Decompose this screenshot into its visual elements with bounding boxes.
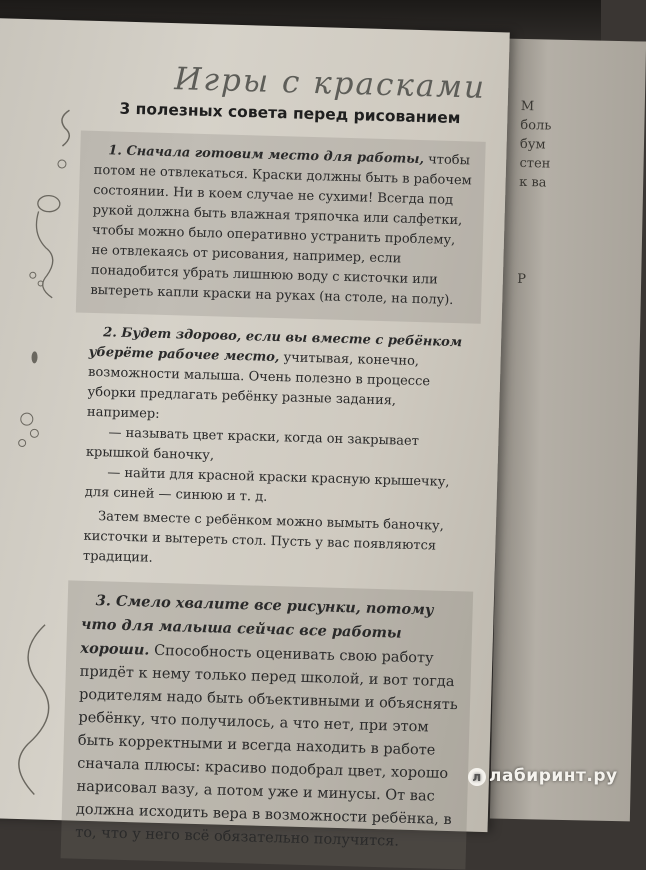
tip-2-item-1: — называть цвет краски, когда он закрывает крышкой баночку, (85, 425, 420, 464)
fragment: боль (520, 117, 552, 134)
tip-2-closing: Затем вместе с ребёнком можно вымыть баночку, кисточки и вытереть стол. Пусть у вас появляются традиции. (82, 509, 445, 566)
fragment: Р (516, 271, 527, 288)
tip-1-text: чтобы потом не отвлекаться. Краски должны быть в рабочем состоянии. Ни в коем случае не сухими! Всегда под рукой должна быть влажная тряпочка или салфетки, чтобы можно было оперативно устранить проблему, не отвлекаясь от рисования, например, если понадобится убрать лишнюю воду с кисточки или вытереть капли краски на руках (на столе, на полу). (90, 152, 472, 308)
tip-2-item-2: — найти для красной краски красную крышечку, для синей — синюю и т. д. (84, 465, 450, 505)
tip-3-text: Способность оценивать свою работу придёт к нему только перед школой, и вот тогда родителям надо быть объективными и объяснять ребёнку, что получилось, а что нет, при этом быть корректными и всегда находить в работе сначала плюсы: красиво подобрал цвет, хорошо нарисовал вазу, а потом уже и минусы. От вас должна исходить вера в возможности ребёнка, в то, что у него всё обязательно получится. (75, 642, 458, 850)
next-page-text (517, 97, 552, 290)
watermark-logo (468, 766, 618, 786)
headline: 3 полезных совета перед рисованием (119, 99, 461, 128)
fragment: М (520, 98, 535, 115)
fragment: бум (519, 136, 546, 153)
next-page (490, 39, 646, 822)
watermark-text: лабиринт.ру (489, 766, 618, 786)
fragment: стен (519, 155, 551, 172)
logo-icon: л (468, 768, 486, 786)
page-content (61, 59, 488, 870)
tip-1 (76, 131, 486, 324)
tip-3 (61, 580, 474, 869)
section-title: Игры с красками (173, 61, 487, 106)
book-page (0, 18, 510, 850)
tip-2-text: учитывая, конечно, возможности малыша. Очень полезно в процессе уборки предлагать ребёнку разные задания, например: (86, 350, 431, 422)
tip-3-lead: 3. Смело хвалите все рисунки, потому что для малыша сейчас все работы хороши. (80, 592, 434, 659)
tip-2 (68, 312, 480, 585)
fragment: к ва (519, 174, 547, 191)
tip-1-lead: 1. Сначала готовим место для работы, (108, 143, 425, 168)
tip-2-lead: 2. Будет здорово, если вы вместе с ребёнком уберёте рабочее место, (88, 325, 463, 366)
curl-decoration-icon (0, 619, 65, 801)
